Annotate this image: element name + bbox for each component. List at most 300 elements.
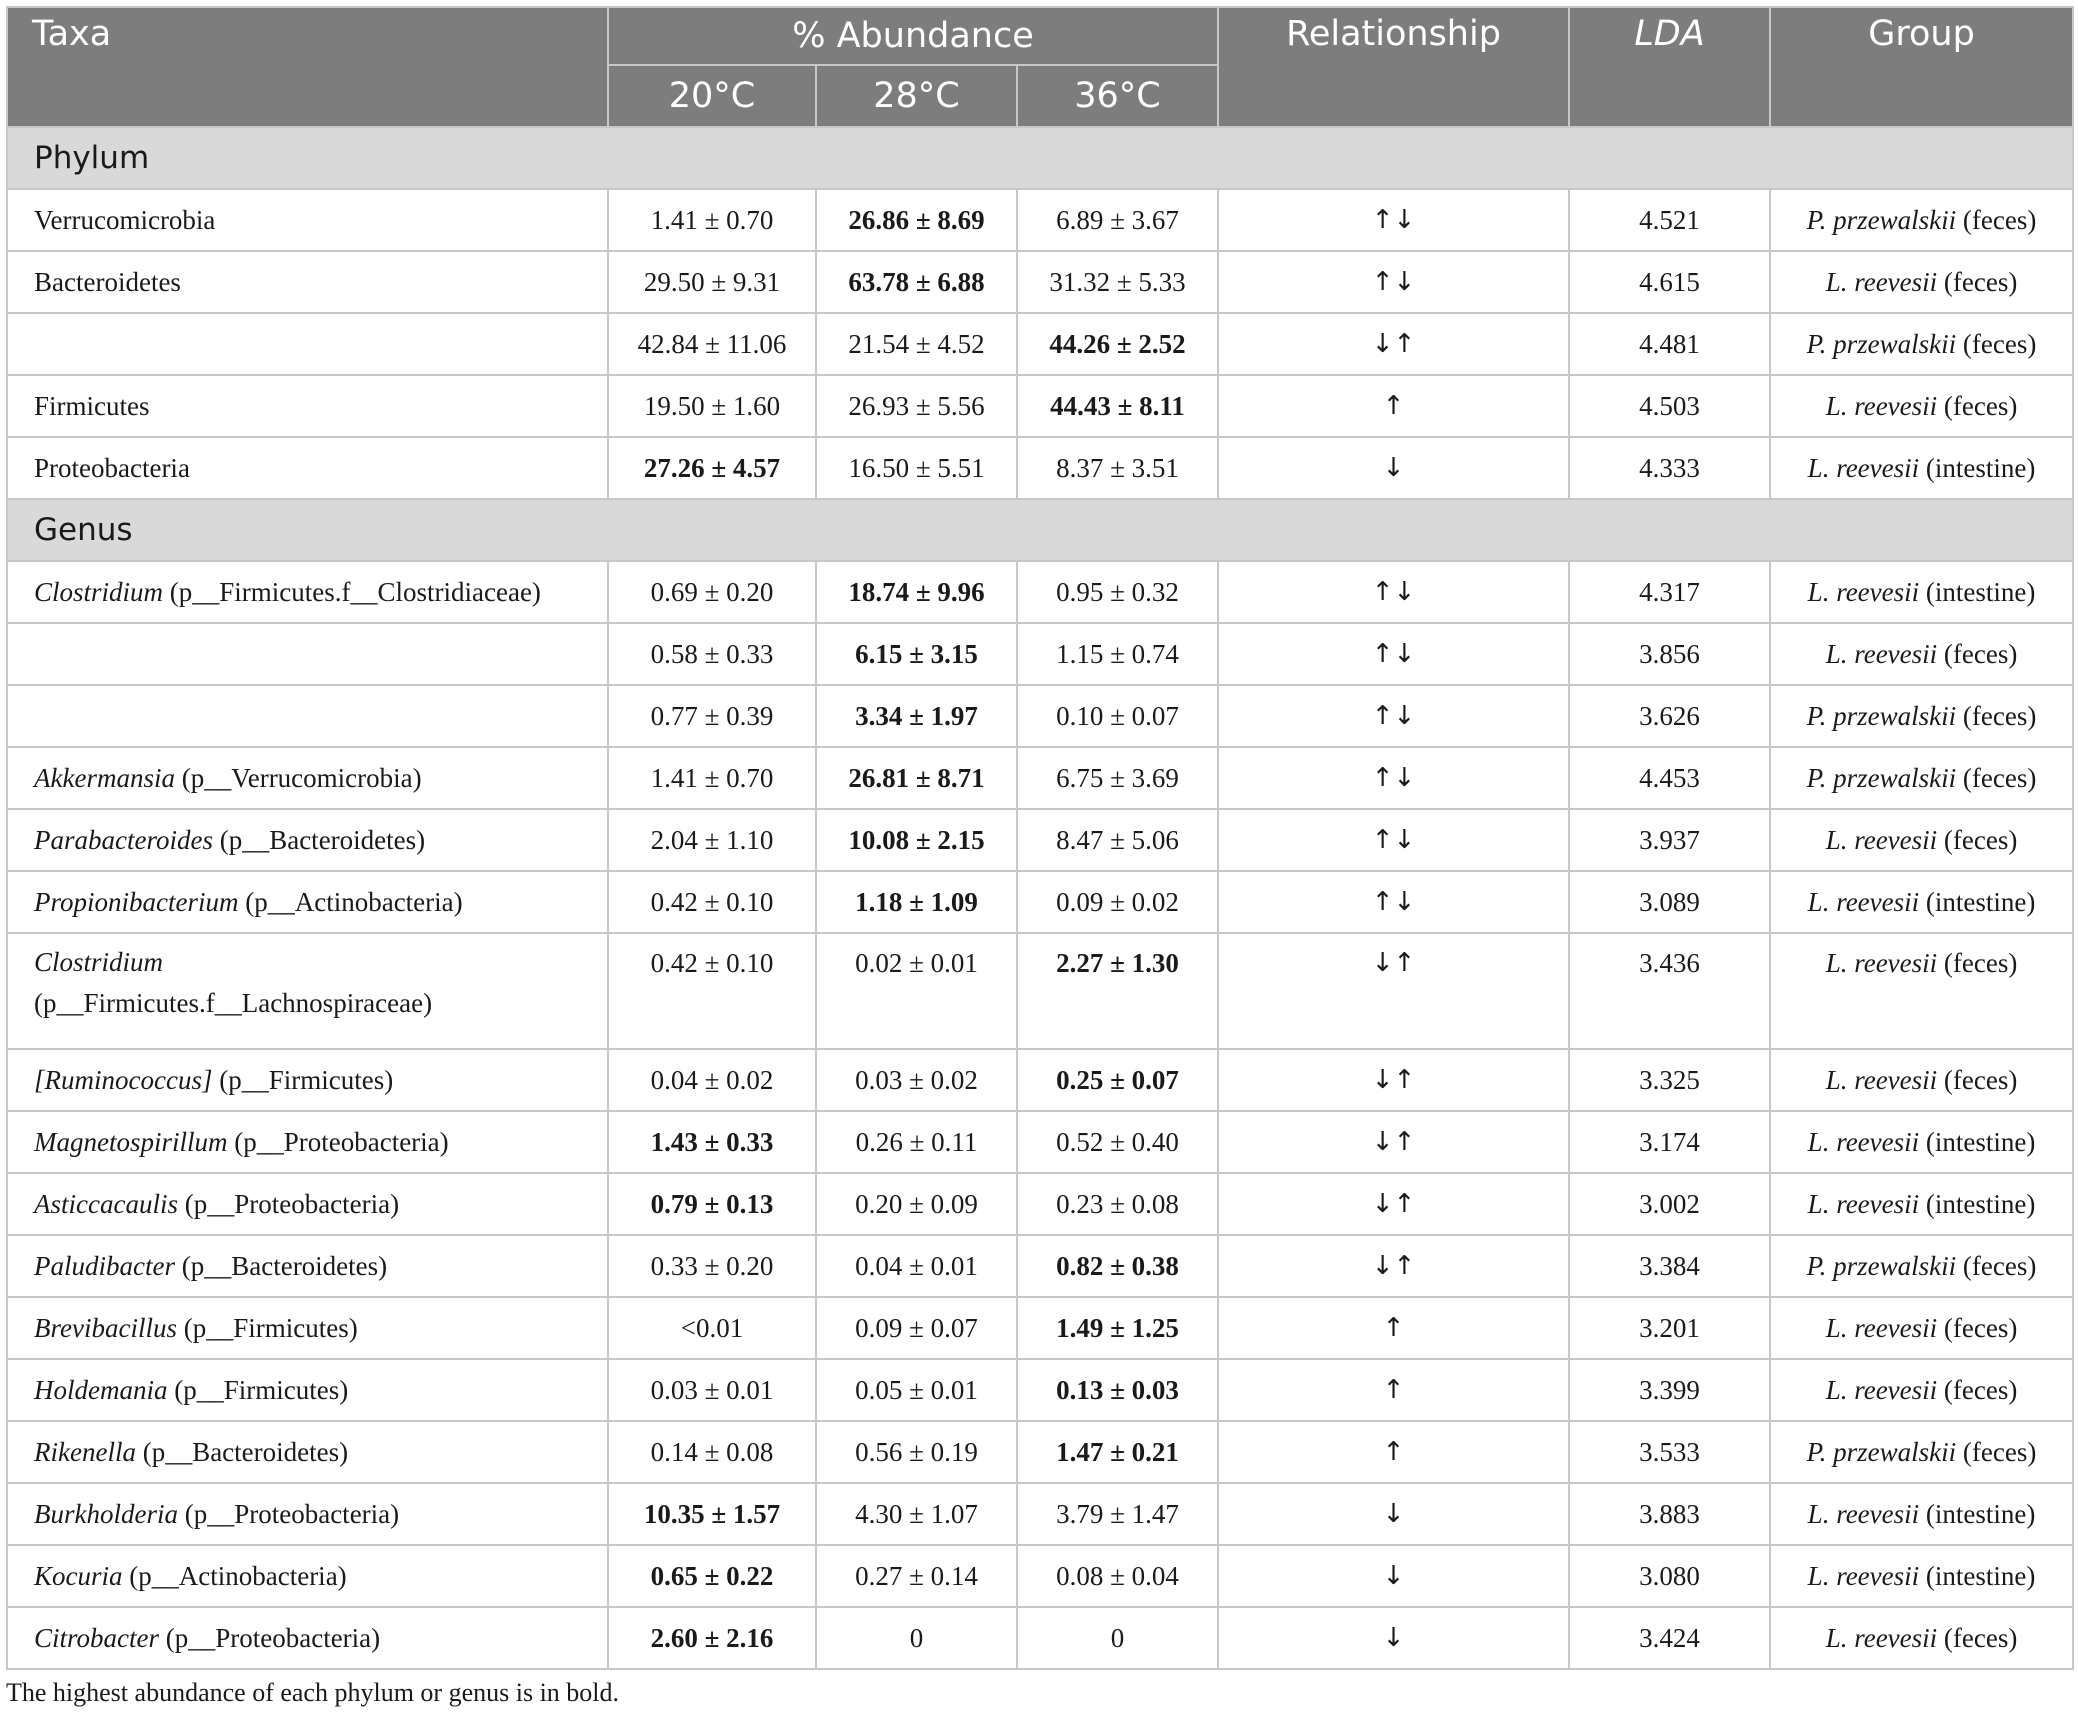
group-source: (feces)	[1943, 1312, 2018, 1343]
taxa-cell	[7, 933, 608, 1049]
group-cell	[1770, 1607, 2073, 1669]
table-row	[7, 437, 2073, 499]
abundance-cell	[608, 1049, 816, 1111]
abundance-value: 0.33 ± 0.20	[650, 1250, 774, 1281]
abundance-value: 0.14 ± 0.08	[650, 1436, 774, 1467]
abundance-cell	[1017, 933, 1218, 1049]
abundance-value: 1.15 ± 0.74	[1056, 638, 1179, 669]
abundance-cell	[608, 1483, 816, 1545]
abundance-cell	[816, 1359, 1017, 1421]
group-species: P. przewalskii	[1806, 1436, 1957, 1467]
abundance-value: 0.20 ± 0.09	[855, 1188, 978, 1219]
table-row	[7, 1545, 2073, 1607]
abundance-cell	[1017, 437, 1218, 499]
abundance-value: 0.23 ± 0.08	[1056, 1188, 1179, 1219]
taxa-phylum: (p__Firmicutes)	[167, 1374, 349, 1405]
abundance-cell	[608, 747, 816, 809]
table-container	[6, 6, 2072, 1670]
group-cell	[1770, 437, 2073, 499]
abundance-cell	[1017, 1359, 1218, 1421]
abundance-cell	[1017, 623, 1218, 685]
group-source: (intestine)	[1925, 886, 2036, 917]
taxa-name: [Ruminococcus]	[34, 1064, 213, 1095]
abundance-value: 6.89 ± 3.67	[1056, 204, 1179, 235]
group-species: L. reevesii	[1807, 1560, 1920, 1591]
lda-cell: 3.002	[1569, 1173, 1770, 1235]
taxa-phylum: (p__Actinobacteria)	[238, 886, 463, 917]
group-species: P. przewalskii	[1806, 762, 1957, 793]
lda-cell: 3.089	[1569, 871, 1770, 933]
abundance-value: 3.34 ± 1.97	[855, 700, 978, 731]
lda-cell: 4.615	[1569, 251, 1770, 313]
group-cell	[1770, 1359, 2073, 1421]
abundance-cell	[816, 933, 1017, 1049]
taxa-name: Magnetospirillum	[34, 1126, 228, 1157]
abundance-value: 10.35 ± 1.57	[643, 1498, 781, 1529]
group-source: (intestine)	[1925, 1126, 2036, 1157]
taxa-phylum: (p__Firmicutes.f__Lachnospiraceae)	[34, 988, 433, 1018]
group-source: (feces)	[1943, 638, 2018, 669]
abundance-value: 2.60 ± 2.16	[650, 1622, 774, 1653]
taxa-name: Akkermansia	[34, 762, 175, 793]
abundance-value: 0.79 ± 0.13	[650, 1188, 774, 1219]
lda-cell: 3.201	[1569, 1297, 1770, 1359]
abundance-value: 0.56 ± 0.19	[855, 1436, 978, 1467]
section-label: Genus	[7, 499, 2073, 561]
relationship-cell: ↓↑	[1218, 933, 1569, 1049]
lda-cell: 3.883	[1569, 1483, 1770, 1545]
group-cell	[1770, 1483, 2073, 1545]
taxa-cell	[7, 809, 608, 871]
group-species: L. reevesii	[1825, 948, 1938, 978]
abundance-cell	[816, 623, 1017, 685]
taxa-phylum: (p__Proteobacteria)	[177, 1188, 400, 1219]
abundance-cell	[1017, 685, 1218, 747]
table-row	[7, 1049, 2073, 1111]
header-temp-28: 28°C	[816, 65, 1017, 127]
group-cell	[1770, 1235, 2073, 1297]
group-species: P. przewalskii	[1806, 1250, 1957, 1281]
abundance-value: 2.04 ± 1.10	[650, 824, 774, 855]
abundance-value: 0.13 ± 0.03	[1056, 1374, 1179, 1405]
taxa-name: Asticcacaulis	[34, 1188, 178, 1219]
abundance-value: 42.84 ± 11.06	[637, 328, 787, 359]
relationship-cell: ↑↓	[1218, 747, 1569, 809]
group-cell	[1770, 1049, 2073, 1111]
group-species: L. reevesii	[1825, 1374, 1938, 1405]
group-source: (feces)	[1943, 266, 2018, 297]
table-row	[7, 747, 2073, 809]
relationship-cell: ↑↓	[1218, 561, 1569, 623]
lda-cell: 4.453	[1569, 747, 1770, 809]
table-row	[7, 809, 2073, 871]
abundance-cell	[816, 561, 1017, 623]
table-row	[7, 1359, 2073, 1421]
group-source: (intestine)	[1925, 1560, 2036, 1591]
section-label: Phylum	[7, 127, 2073, 189]
abundance-value: 0.09 ± 0.02	[1056, 886, 1179, 917]
lda-cell: 3.937	[1569, 809, 1770, 871]
group-source: (feces)	[1962, 1436, 2037, 1467]
group-cell	[1770, 1173, 2073, 1235]
lda-cell: 3.080	[1569, 1545, 1770, 1607]
group-source: (intestine)	[1925, 452, 2036, 483]
taxa-phylum: (p__Firmicutes)	[176, 1312, 358, 1343]
lda-cell: 4.481	[1569, 313, 1770, 375]
abundance-cell	[816, 1545, 1017, 1607]
abundance-cell	[608, 1235, 816, 1297]
abundance-cell	[608, 1111, 816, 1173]
abundance-value: 0.82 ± 0.38	[1056, 1250, 1179, 1281]
abundance-value: 0.95 ± 0.32	[1056, 576, 1179, 607]
abundance-cell	[816, 685, 1017, 747]
relationship-cell: ↓	[1218, 1545, 1569, 1607]
taxa-phylum: (p__Proteobacteria)	[227, 1126, 449, 1157]
group-cell	[1770, 933, 2073, 1049]
abundance-cell	[608, 871, 816, 933]
abundance-value: 0.77 ± 0.39	[650, 700, 774, 731]
group-source: (feces)	[1962, 1250, 2037, 1281]
taxa-cell	[7, 1607, 608, 1669]
abundance-value: 44.43 ± 8.11	[1050, 390, 1185, 421]
abundance-cell	[608, 251, 816, 313]
abundance-cell	[608, 189, 816, 251]
abundance-value: 0.26 ± 0.11	[855, 1126, 978, 1157]
header-abundance: % Abundance	[608, 7, 1218, 65]
abundance-value: 19.50 ± 1.60	[643, 390, 781, 421]
taxa-cell	[7, 685, 608, 747]
table-row	[7, 1235, 2073, 1297]
abundance-cell	[816, 189, 1017, 251]
group-species: L. reevesii	[1807, 576, 1920, 607]
relationship-cell: ↑	[1218, 1359, 1569, 1421]
group-species: L. reevesii	[1807, 1188, 1920, 1219]
taxa-cell	[7, 1111, 608, 1173]
abundance-cell	[608, 623, 816, 685]
lda-cell: 3.174	[1569, 1111, 1770, 1173]
relationship-cell: ↑↓	[1218, 809, 1569, 871]
taxa-name: Holdemania	[34, 1374, 168, 1405]
relationship-cell: ↓	[1218, 437, 1569, 499]
taxa-name: Citrobacter	[34, 1622, 159, 1653]
taxa-cell	[7, 1421, 608, 1483]
header-group: Group	[1770, 7, 2073, 127]
abundance-cell	[608, 1173, 816, 1235]
table-row	[7, 313, 2073, 375]
abundance-cell	[816, 809, 1017, 871]
abundance-cell	[816, 313, 1017, 375]
table-row	[7, 375, 2073, 437]
abundance-cell	[816, 1607, 1017, 1669]
group-species: L. reevesii	[1807, 452, 1920, 483]
taxa-phylum: (p__Actinobacteria)	[122, 1560, 347, 1591]
relationship-cell: ↓↑	[1218, 313, 1569, 375]
abundance-cell	[816, 747, 1017, 809]
abundance-value: 1.47 ± 0.21	[1056, 1436, 1179, 1467]
table-row	[7, 561, 2073, 623]
abundance-cell	[1017, 1297, 1218, 1359]
section-row	[7, 127, 2073, 189]
relationship-cell: ↓↑	[1218, 1235, 1569, 1297]
abundance-value: 21.54 ± 4.52	[848, 328, 985, 359]
taxa-name: Brevibacillus	[34, 1312, 177, 1343]
abundance-cell	[816, 1483, 1017, 1545]
taxa-phylum: (p__Proteobacteria)	[177, 1498, 400, 1529]
abundance-value: 0.03 ± 0.02	[855, 1064, 978, 1095]
table-row	[7, 1607, 2073, 1669]
group-species: L. reevesii	[1825, 824, 1938, 855]
abundance-value: 0.69 ± 0.20	[650, 576, 774, 607]
taxa-cell	[7, 561, 608, 623]
group-cell	[1770, 375, 2073, 437]
taxa-name: Clostridium	[34, 576, 164, 607]
group-cell	[1770, 747, 2073, 809]
group-source: (feces)	[1943, 390, 2018, 421]
table-row	[7, 871, 2073, 933]
abundance-cell	[1017, 1049, 1218, 1111]
taxa-cell	[7, 623, 608, 685]
abundance-cell	[816, 871, 1017, 933]
taxa-cell	[7, 747, 608, 809]
taxa-cell	[7, 1235, 608, 1297]
taxa-cell	[7, 251, 608, 313]
group-source: (feces)	[1962, 204, 2037, 235]
abundance-value: 4.30 ± 1.07	[855, 1498, 978, 1529]
lda-cell: 4.317	[1569, 561, 1770, 623]
relationship-cell: ↑	[1218, 375, 1569, 437]
abundance-cell	[1017, 561, 1218, 623]
relationship-cell: ↑	[1218, 1297, 1569, 1359]
abundance-cell	[816, 1173, 1017, 1235]
taxa-phylum: (p__Proteobacteria)	[159, 1622, 381, 1653]
group-cell	[1770, 623, 2073, 685]
group-cell	[1770, 251, 2073, 313]
group-source: (feces)	[1962, 762, 2037, 793]
abundance-cell	[816, 1235, 1017, 1297]
abundance-cell	[1017, 313, 1218, 375]
taxa-phylum: (p__Firmicutes.f__Clostridiaceae)	[163, 576, 541, 607]
abundance-value: 0.52 ± 0.40	[1056, 1126, 1179, 1157]
taxa-cell	[7, 1483, 608, 1545]
abundance-value: 8.47 ± 5.06	[1056, 824, 1179, 855]
taxa-name: Firmicutes	[34, 390, 150, 421]
abundance-cell	[1017, 375, 1218, 437]
header-temp-36: 36°C	[1017, 65, 1218, 127]
abundance-cell	[608, 1421, 816, 1483]
group-cell	[1770, 809, 2073, 871]
table-row	[7, 623, 2073, 685]
lda-cell: 4.503	[1569, 375, 1770, 437]
abundance-value: 16.50 ± 5.51	[848, 452, 985, 483]
abundance-cell	[608, 809, 816, 871]
lda-cell: 4.333	[1569, 437, 1770, 499]
abundance-cell	[1017, 747, 1218, 809]
abundance-cell	[816, 1111, 1017, 1173]
relationship-cell: ↑↓	[1218, 189, 1569, 251]
table-header	[7, 7, 2073, 127]
abundance-value: 0	[1110, 1622, 1125, 1653]
abundance-cell	[1017, 251, 1218, 313]
relationship-cell: ↑	[1218, 1421, 1569, 1483]
abundance-value: 0.09 ± 0.07	[855, 1312, 978, 1343]
abundance-value: 0.65 ± 0.22	[650, 1560, 774, 1591]
table-row	[7, 251, 2073, 313]
abundance-value: 0.42 ± 0.10	[650, 948, 774, 978]
abundance-cell	[608, 1545, 816, 1607]
relationship-cell: ↓	[1218, 1607, 1569, 1669]
relationship-cell: ↑↓	[1218, 871, 1569, 933]
group-species: L. reevesii	[1825, 266, 1938, 297]
table-body	[7, 127, 2073, 1669]
table-row	[7, 1483, 2073, 1545]
abundance-cell	[608, 561, 816, 623]
taxa-name: Propionibacterium	[34, 886, 239, 917]
abundance-cell	[608, 437, 816, 499]
group-species: L. reevesii	[1825, 1064, 1938, 1095]
abundance-value: 2.27 ± 1.30	[1056, 948, 1179, 978]
abundance-cell	[1017, 871, 1218, 933]
taxa-cell	[7, 871, 608, 933]
abundance-value: 1.41 ± 0.70	[650, 762, 774, 793]
group-cell	[1770, 871, 2073, 933]
abundance-value: 0	[909, 1622, 924, 1653]
group-species: P. przewalskii	[1806, 700, 1957, 731]
taxa-name: Parabacteroides	[34, 824, 213, 855]
table-row	[7, 1421, 2073, 1483]
abundance-cell	[608, 933, 816, 1049]
table-footnote: The highest abundance of each phylum or genus is in bold.	[6, 1678, 620, 1707]
abundance-cell	[1017, 1173, 1218, 1235]
abundance-cell	[1017, 809, 1218, 871]
lda-cell: 3.424	[1569, 1607, 1770, 1669]
taxa-cell	[7, 1359, 608, 1421]
header-temp-20: 20°C	[608, 65, 816, 127]
abundance-value: 0.05 ± 0.01	[855, 1374, 978, 1405]
group-source: (feces)	[1943, 1622, 2018, 1653]
taxa-name: Paludibacter	[34, 1250, 175, 1281]
abundance-value: 0.04 ± 0.01	[855, 1250, 978, 1281]
abundance-value: 18.74 ± 9.96	[848, 576, 985, 607]
abundance-cell	[816, 1049, 1017, 1111]
abundance-value: 1.49 ± 1.25	[1056, 1312, 1179, 1343]
abundance-cell	[1017, 1607, 1218, 1669]
header-relationship: Relationship	[1218, 7, 1569, 127]
abundance-cell	[1017, 1483, 1218, 1545]
abundance-value: 26.86 ± 8.69	[848, 204, 985, 235]
table-row	[7, 1173, 2073, 1235]
group-cell	[1770, 1297, 2073, 1359]
abundance-value: 63.78 ± 6.88	[848, 266, 985, 297]
group-species: L. reevesii	[1825, 390, 1938, 421]
abundance-cell	[608, 1297, 816, 1359]
taxa-name: Clostridium	[34, 947, 164, 977]
abundance-cell	[816, 437, 1017, 499]
table-row	[7, 1297, 2073, 1359]
abundance-value: 0.25 ± 0.07	[1056, 1064, 1179, 1095]
abundance-value: 0.42 ± 0.10	[650, 886, 774, 917]
abundance-value: 10.08 ± 2.15	[848, 824, 985, 855]
group-cell	[1770, 1545, 2073, 1607]
lda-cell: 4.521	[1569, 189, 1770, 251]
abundance-cell	[1017, 1235, 1218, 1297]
abundance-value: 3.79 ± 1.47	[1056, 1498, 1179, 1529]
taxa-cell	[7, 375, 608, 437]
taxa-name: Bacteroidetes	[34, 266, 181, 297]
abundance-value: 0.27 ± 0.14	[855, 1560, 978, 1591]
abundance-value: 26.81 ± 8.71	[848, 762, 985, 793]
abundance-value: 6.75 ± 3.69	[1056, 762, 1179, 793]
taxa-phylum: (p__Bacteroidetes)	[174, 1250, 388, 1281]
taxa-phylum: (p__Bacteroidetes)	[212, 824, 426, 855]
abundance-value: 8.37 ± 3.51	[1056, 452, 1179, 483]
abundance-value: 26.93 ± 5.56	[848, 390, 985, 421]
group-source: (feces)	[1962, 700, 2037, 731]
table-row	[7, 1111, 2073, 1173]
abundance-value: 0.58 ± 0.33	[650, 638, 774, 669]
abundance-value: 1.43 ± 0.33	[650, 1126, 774, 1157]
taxa-name: Rikenella	[34, 1436, 136, 1467]
taxa-name: Burkholderia	[34, 1498, 178, 1529]
group-source: (feces)	[1943, 824, 2018, 855]
abundance-value: 0.10 ± 0.07	[1056, 700, 1179, 731]
taxa-cell	[7, 1545, 608, 1607]
group-cell	[1770, 1111, 2073, 1173]
relationship-cell: ↑↓	[1218, 623, 1569, 685]
lda-cell: 3.436	[1569, 933, 1770, 1049]
relationship-cell: ↑↓	[1218, 251, 1569, 313]
abundance-value: <0.01	[680, 1312, 744, 1343]
abundance-cell	[1017, 1545, 1218, 1607]
taxa-cell	[7, 1297, 608, 1359]
abundance-table	[6, 6, 2074, 1670]
taxa-cell	[7, 189, 608, 251]
group-source: (feces)	[1943, 1064, 2018, 1095]
section-row	[7, 499, 2073, 561]
abundance-cell	[816, 1297, 1017, 1359]
abundance-cell	[608, 1607, 816, 1669]
header-lda: LDA	[1569, 7, 1770, 127]
lda-cell: 3.626	[1569, 685, 1770, 747]
table-row	[7, 933, 2073, 1049]
abundance-cell	[608, 375, 816, 437]
taxa-cell	[7, 437, 608, 499]
lda-cell: 3.856	[1569, 623, 1770, 685]
abundance-value: 44.26 ± 2.52	[1049, 328, 1186, 359]
lda-cell: 3.325	[1569, 1049, 1770, 1111]
taxa-name: Proteobacteria	[34, 452, 190, 483]
group-species: L. reevesii	[1825, 1622, 1938, 1653]
abundance-value: 27.26 ± 4.57	[643, 452, 781, 483]
group-source: (feces)	[1943, 1374, 2018, 1405]
abundance-cell	[816, 1421, 1017, 1483]
lda-cell: 3.533	[1569, 1421, 1770, 1483]
group-species: L. reevesii	[1807, 1126, 1920, 1157]
abundance-value: 6.15 ± 3.15	[855, 638, 978, 669]
taxa-cell	[7, 1173, 608, 1235]
group-species: P. przewalskii	[1806, 204, 1957, 235]
abundance-value: 1.41 ± 0.70	[650, 204, 774, 235]
taxa-name: Verrucomicrobia	[34, 204, 216, 235]
abundance-value: 31.32 ± 5.33	[1049, 266, 1186, 297]
abundance-value: 29.50 ± 9.31	[643, 266, 781, 297]
table-row	[7, 189, 2073, 251]
group-species: L. reevesii	[1825, 1312, 1938, 1343]
relationship-cell: ↑↓	[1218, 685, 1569, 747]
abundance-cell	[1017, 1111, 1218, 1173]
lda-cell: 3.384	[1569, 1235, 1770, 1297]
taxa-cell	[7, 1049, 608, 1111]
header-taxa: Taxa	[7, 7, 608, 127]
